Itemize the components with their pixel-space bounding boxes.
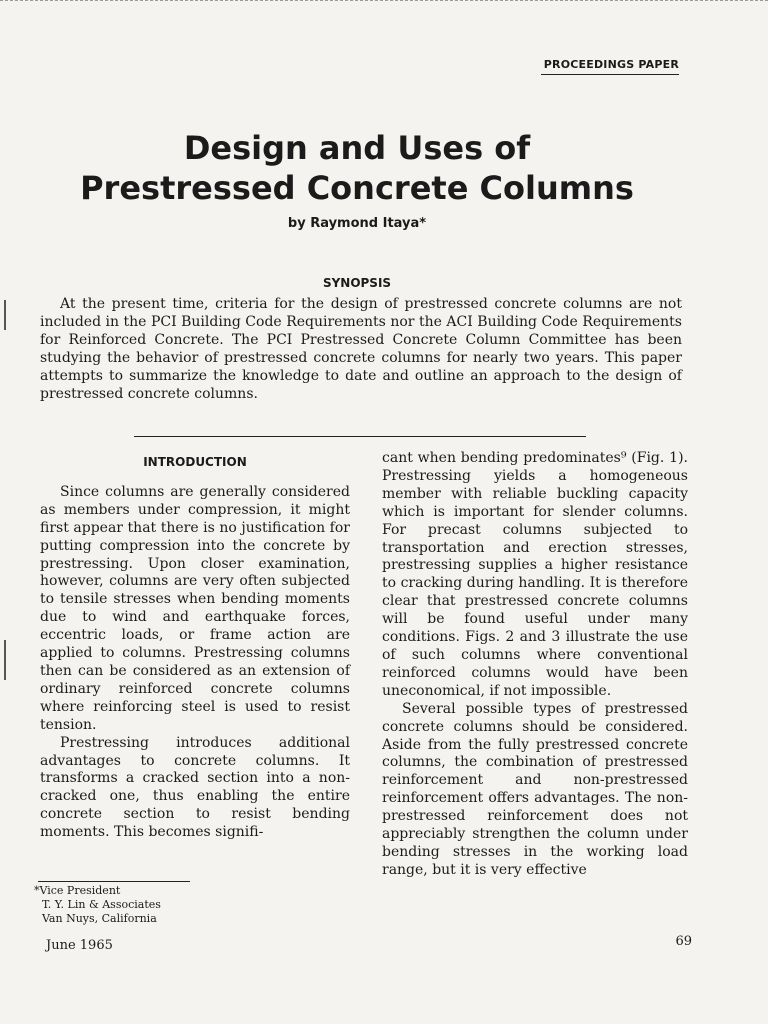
scan-edge-mark bbox=[4, 300, 6, 330]
footnote-line-2: T. Y. Lin & Associates bbox=[42, 898, 161, 911]
issue-date: June 1965 bbox=[46, 938, 113, 953]
intro-paragraph-1: Since columns are generally considered as members under compression, it might first appear that there is no justification for putting compression into the concrete by prestressing. Upon closer examination, however, columns are very often subjected to tensile stresses when bending moments due to wind and earthquake forces, eccentric loads, or frame action are applied to columns. Prestressing columns then can be considered as an extension of ordinary reinforced concrete columns where reinforcing steel is used to resist tension. bbox=[40, 483, 350, 733]
page-number: 69 bbox=[675, 934, 692, 949]
scan-edge-mark bbox=[4, 640, 6, 680]
synopsis-text: At the present time, criteria for the design of prestressed concrete columns are not included in the PCI Building Code Requirements nor the ACI Building Code Requirements for Reinforced Concrete. The PCI Prestressed Concrete Column Committee has been studying the behavior of prestressed concrete columns for nearly two years. This paper attempts to summarize the knowledge to date and outline an approach to the design of prestressed concrete columns. bbox=[40, 296, 682, 402]
label-underline bbox=[541, 74, 679, 75]
footnote-line-3: Van Nuys, California bbox=[42, 912, 157, 925]
title-line-2: Prestressed Concrete Columns bbox=[80, 169, 634, 207]
paper-title bbox=[0, 128, 714, 208]
top-edge-dashes bbox=[0, 0, 768, 7]
footnote-rule bbox=[38, 881, 190, 882]
right-paragraph-2: Several possible types of prestressed concrete columns should be considered. Aside from the fully prestressed concrete columns, the combination of prestressed reinforcement and non-prestressed reinforcement offers advantages. The non-prestressed reinforcement does not appreciably strengthen the column under bending stresses in the working load range, but it is very effective bbox=[382, 700, 688, 878]
right-paragraph-1: cant when bending predominates⁹ (Fig. 1). Prestressing yields a homogeneous member with reliable buckling capacity which is important for slender columns. For precast columns subjected to transportation and erection stresses, prestressing supplies a higher resistance to cracking during handling. It is therefore clear that prestressed concrete columns will be found useful under many conditions. Figs. 2 and 3 illustrate the use of such columns where conventional reinforced columns would have been uneconomical, if not impossible. bbox=[382, 450, 688, 699]
section-divider bbox=[134, 436, 586, 437]
footnote bbox=[34, 884, 161, 926]
synopsis-heading: SYNOPSIS bbox=[322, 276, 392, 290]
author-byline: by Raymond Itaya* bbox=[287, 216, 427, 231]
footnote-line-1: *Vice President bbox=[34, 884, 121, 897]
left-column bbox=[40, 454, 350, 842]
intro-paragraph-2: Prestressing introduces additional advantages to concrete columns. It transforms a cracked section into a non-cracked one, thus enabling the entire concrete section to resist bending moments. This becomes signifi- bbox=[40, 734, 350, 841]
introduction-heading: INTRODUCTION bbox=[143, 455, 247, 469]
proceedings-label: PROCEEDINGS PAPER bbox=[543, 58, 679, 71]
right-column bbox=[382, 450, 688, 880]
title-line-1: Design and Uses of bbox=[183, 129, 531, 167]
